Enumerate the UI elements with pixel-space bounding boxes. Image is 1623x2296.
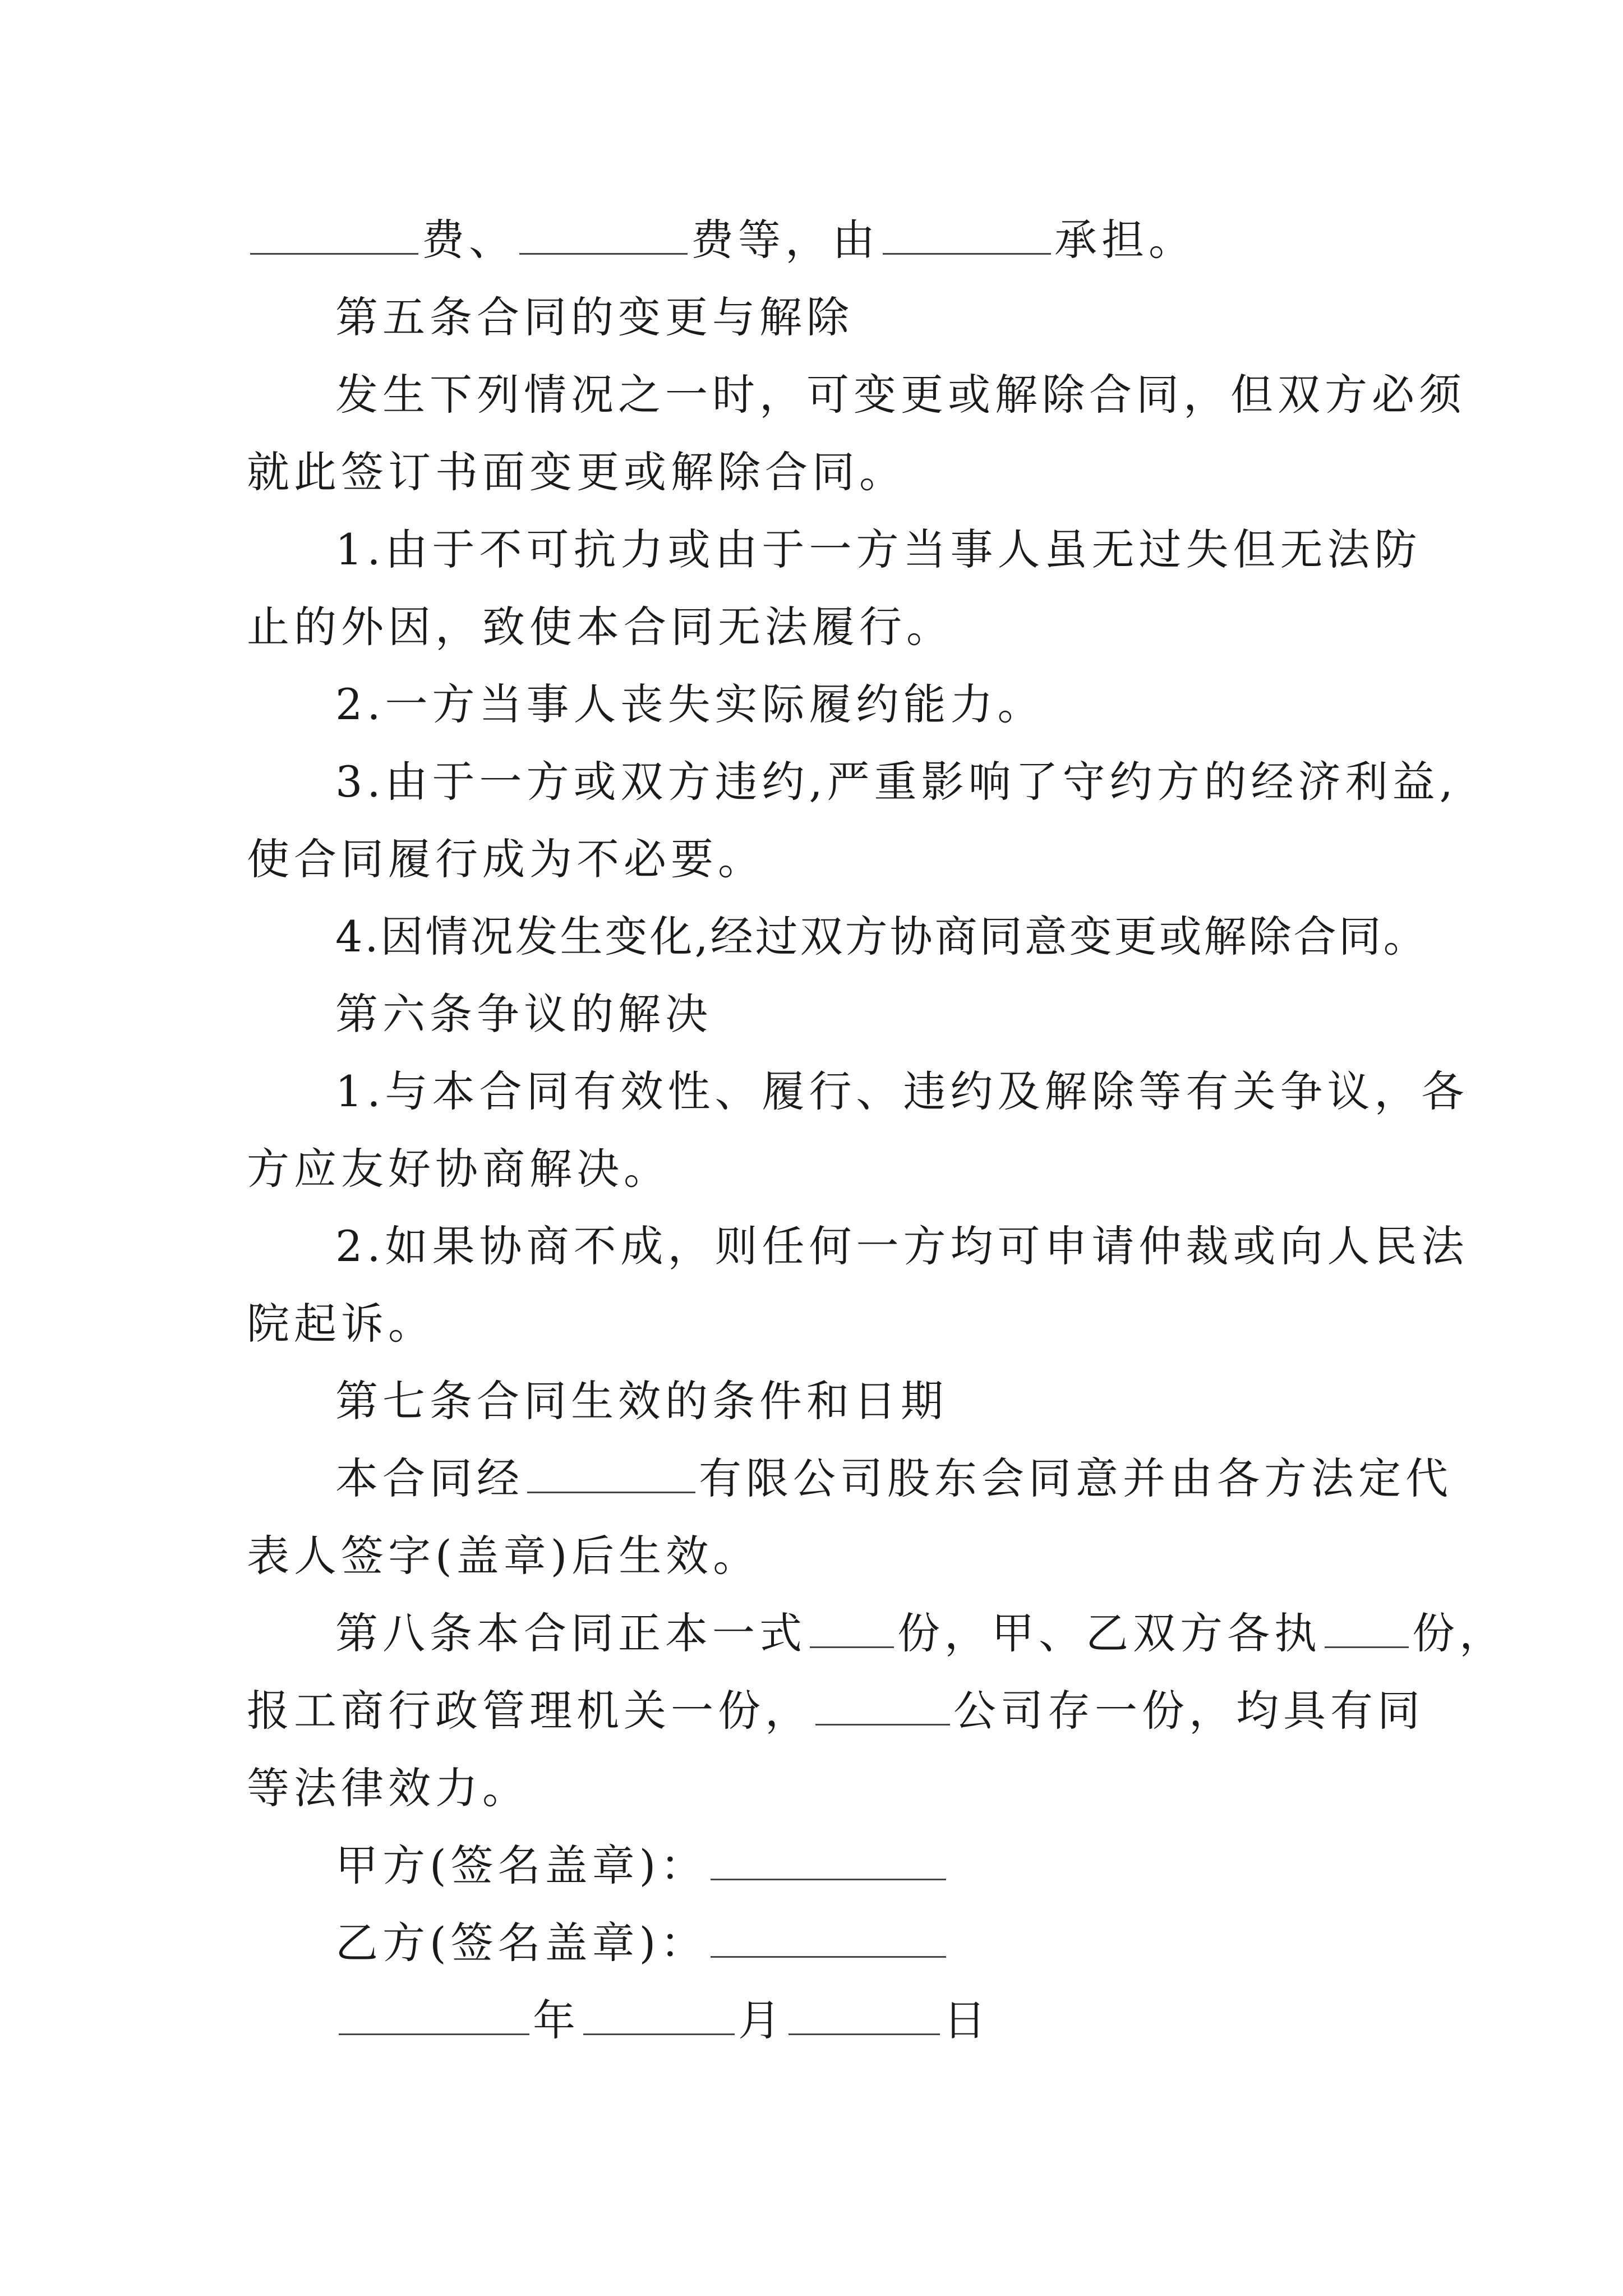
text: 本合同经 — [335, 1453, 524, 1503]
text: 公司存一份，均具有同 — [953, 1686, 1424, 1736]
text: 甲方(签名盖章)： — [335, 1841, 708, 1890]
text: 第八条本合同正本一式 — [335, 1608, 806, 1658]
article-7-title: 第七条合同生效的条件和日期 — [335, 1376, 948, 1426]
date-line — [0, 1993, 1623, 2049]
text: 有限公司股东会同意并由各方法定代 — [699, 1453, 1453, 1503]
article-6-title: 第六条争议的解决 — [335, 989, 712, 1039]
year-blank — [339, 1994, 529, 2035]
text: 月 — [738, 1995, 785, 2045]
party-b-sign-blank — [711, 1917, 946, 1958]
dispute-item-1-line: 1.与本合同有效性、履行、违约及解除等有关争议，各 — [335, 1066, 1469, 1116]
each-copies-blank — [1325, 1607, 1409, 1648]
party-a-sign-blank — [711, 1839, 946, 1880]
list-item-4: 4.因情况发生变化,经过双方协商同意变更或解除合同。 — [335, 912, 1428, 961]
text: 份，甲、乙双方各执 — [897, 1608, 1321, 1658]
text: 乙方(签名盖章)： — [335, 1918, 708, 1968]
dispute-item-1-line: 方应友好协商解决。 — [247, 1144, 671, 1194]
list-item-1-line: 止的外因，致使本合同无法履行。 — [247, 602, 953, 652]
article-8-line — [0, 1605, 1623, 1662]
party-a-signature — [0, 1838, 1623, 1894]
text: 费等，由 — [691, 215, 879, 265]
article-5-title: 第五条合同的变更与解除 — [335, 292, 854, 342]
company-blank — [527, 1452, 695, 1493]
fee-line — [0, 212, 1623, 268]
article-8-line-3: 等法律效力。 — [247, 1763, 529, 1813]
text: 年 — [533, 1995, 580, 2045]
paragraph-line: 发生下列情况之一时，可变更或解除合同，但双方必须 — [335, 370, 1466, 420]
text: 份， — [1412, 1608, 1506, 1658]
list-item-3-line: 3.由于一方或双方违约,严重影响了守约方的经济利益, — [335, 757, 1458, 807]
text: 报工商行政管理机关一份， — [247, 1686, 812, 1736]
dispute-item-2-line: 院起诉。 — [247, 1299, 435, 1349]
month-blank — [583, 1994, 735, 2035]
day-blank — [789, 1994, 940, 2035]
fee-blank-2 — [519, 214, 688, 255]
article-8-line-2 — [0, 1683, 1623, 1739]
list-item-3-line: 使合同履行成为不必要。 — [247, 834, 765, 884]
copies-blank — [810, 1607, 894, 1648]
list-item-1-line: 1.由于不可抗力或由于一方当事人虽无过失但无法防 — [335, 524, 1422, 574]
fee-blank-1 — [250, 214, 418, 255]
list-item-2: 2.一方当事人丧失实际履约能力。 — [335, 679, 1045, 729]
party-b-signature — [0, 1915, 1623, 1971]
effect-line — [0, 1451, 1623, 1507]
text: 日 — [943, 1995, 990, 2045]
text: 承担。 — [1054, 215, 1196, 265]
text: 费、 — [422, 215, 516, 265]
paragraph-line: 就此签订书面变更或解除合同。 — [247, 447, 906, 497]
dispute-item-2-line: 2.如果协商不成，则任何一方均可申请仲裁或向人民法 — [335, 1221, 1469, 1271]
effect-line-2: 表人签字(盖章)后生效。 — [247, 1531, 760, 1581]
company-keep-blank — [815, 1685, 950, 1726]
fee-blank-3 — [883, 214, 1051, 255]
